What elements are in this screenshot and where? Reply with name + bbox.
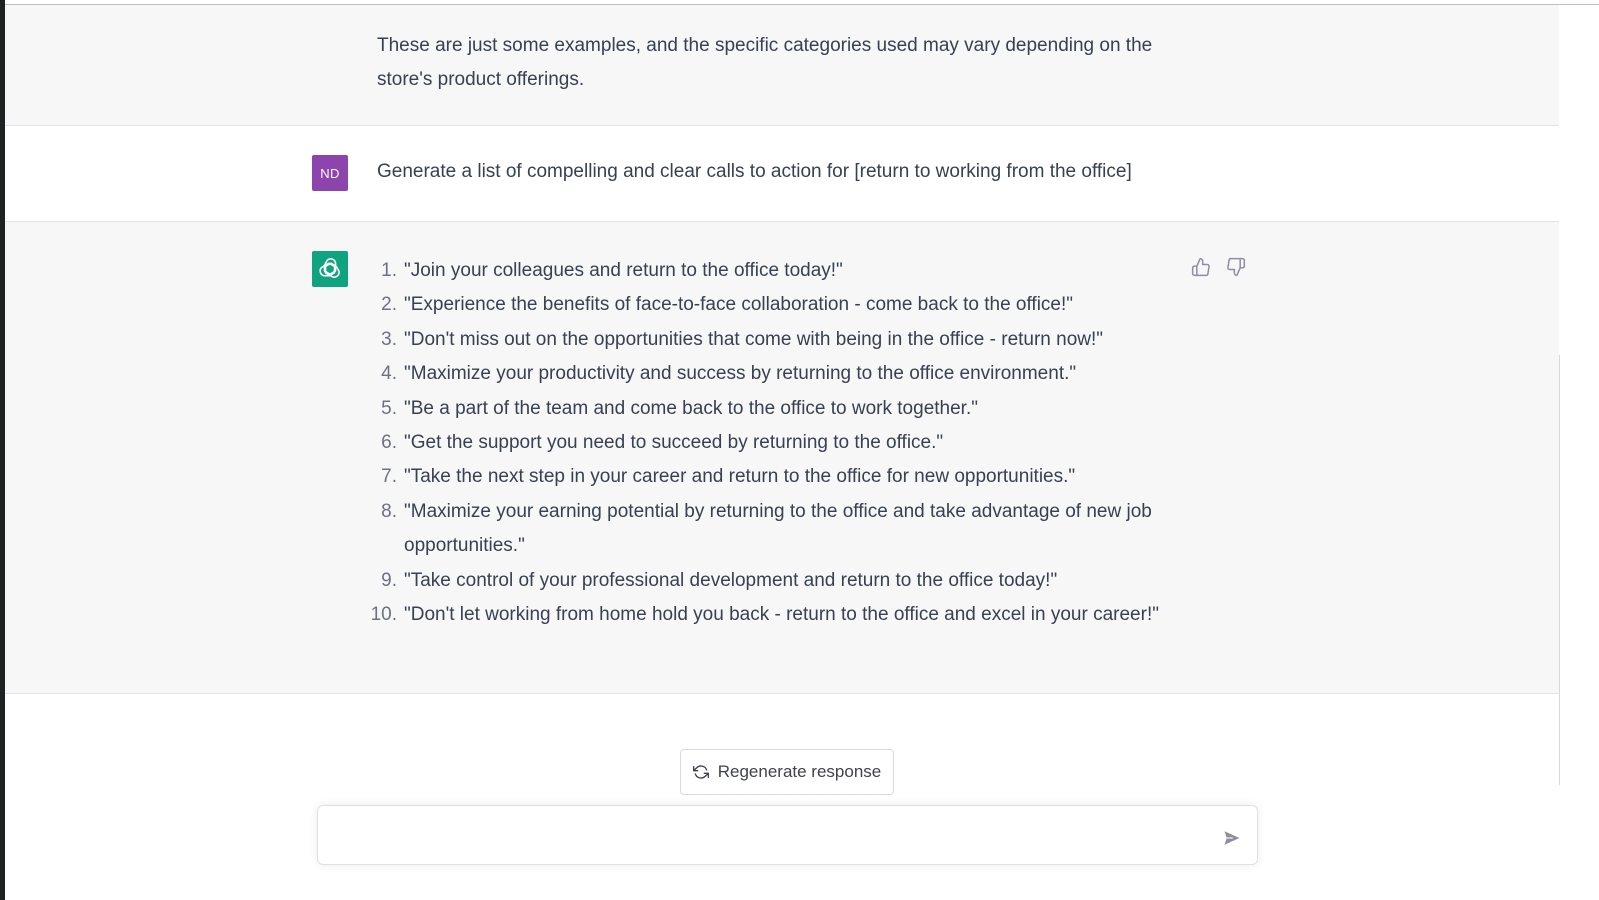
list-item-text: "Take control of your professional development and return to the office today!"	[404, 569, 1058, 591]
scrollbar-track	[1559, 5, 1599, 900]
thumbs-down-button[interactable]	[1224, 255, 1248, 279]
list-item	[377, 323, 1167, 357]
list-item-text: "Don't miss out on the opportunities that come with being in the office - return now!"	[404, 328, 1104, 350]
list-item	[377, 426, 1167, 460]
regenerate-response-button[interactable]	[680, 749, 894, 795]
list-item	[377, 254, 1167, 288]
user-avatar-initials: ND	[320, 165, 340, 181]
list-item-number: 1.	[381, 260, 397, 281]
user-message	[5, 126, 1559, 222]
user-message-text: Generate a list of compelling and clear calls to action for [return to working from the office]	[377, 161, 1132, 182]
list-item-number: 2.	[381, 294, 397, 316]
list-item-number: 9.	[381, 569, 397, 591]
regenerate-response-label: Regenerate response	[717, 762, 882, 781]
message-composer	[317, 805, 1258, 865]
list-item	[377, 495, 1167, 564]
list-item-text: "Don't let working from home hold you back - return to the office and excel in your career!"	[404, 604, 1159, 626]
list-item-number: 6.	[381, 432, 397, 454]
scrollbar-thumb[interactable]	[1559, 355, 1563, 785]
assistant-avatar	[312, 251, 348, 287]
send-button[interactable]	[1220, 826, 1244, 850]
send-icon	[1223, 829, 1241, 847]
openai-logo-icon	[317, 256, 343, 282]
list-item-text: "Experience the benefits of face-to-face collaboration - come back to the office!"	[404, 294, 1074, 316]
list-item	[377, 460, 1167, 494]
previous-message-text: These are just some examples, and the specific categories used may vary depending on the store's product offerings.	[377, 35, 1153, 90]
list-item-number: 3.	[381, 328, 397, 350]
assistant-message-previous	[5, 5, 1559, 126]
thumbs-down-icon	[1226, 257, 1246, 277]
list-item-number: 4.	[381, 363, 397, 385]
list-item	[377, 392, 1167, 426]
list-item-text: "Be a part of the team and come back to the office to work together."	[404, 397, 978, 419]
list-item	[370, 598, 1167, 632]
assistant-message	[5, 222, 1559, 694]
list-item-number: 8.	[381, 500, 397, 522]
thumbs-up-icon	[1191, 257, 1211, 277]
list-item	[377, 357, 1167, 391]
list-item-text: "Maximize your earning potential by returning to the office and take advantage of new job opportunities."	[404, 500, 1152, 557]
list-item-text: "Join your colleagues and return to the office today!"	[404, 260, 843, 281]
thumbs-up-button[interactable]	[1189, 255, 1213, 279]
list-item-text: "Maximize your productivity and success by returning to the office environment."	[404, 363, 1077, 385]
list-item-number: 10.	[370, 604, 397, 626]
list-item-text: "Take the next step in your career and return to the office for new opportunities."	[404, 466, 1076, 488]
answer-list	[370, 254, 1167, 632]
refresh-icon	[693, 764, 709, 780]
list-item-number: 5.	[381, 397, 397, 419]
message-input[interactable]	[332, 820, 1216, 854]
list-item	[377, 288, 1167, 322]
list-item	[377, 564, 1167, 598]
user-avatar	[312, 155, 348, 191]
list-item-number: 7.	[381, 466, 397, 488]
list-item-text: "Get the support you need to succeed by returning to the office."	[404, 432, 944, 454]
